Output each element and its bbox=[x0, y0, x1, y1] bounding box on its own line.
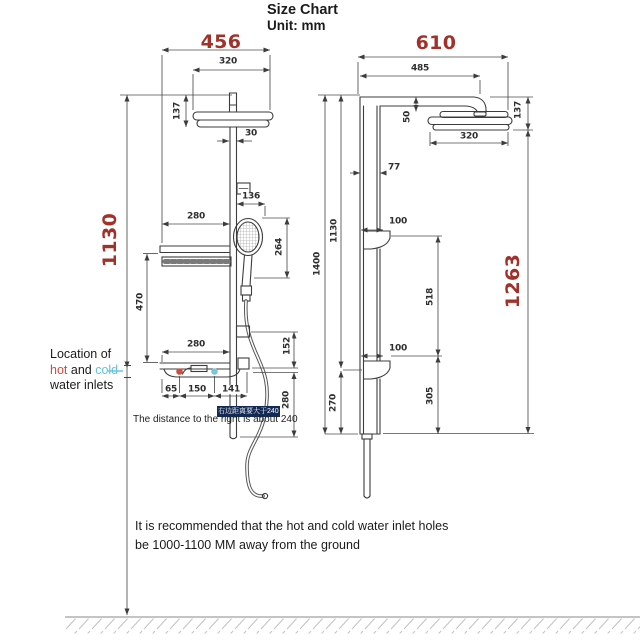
dim-side-shelf-spacing: 518 bbox=[425, 288, 436, 306]
dim-side-head-width: 320 bbox=[460, 131, 478, 142]
dim-front-shelf-to-tray: 470 bbox=[135, 293, 146, 311]
dim-side-lower-section: 305 bbox=[425, 387, 436, 405]
side-view-drawing bbox=[360, 97, 512, 498]
front-hose-outlet bbox=[238, 358, 249, 369]
front-rain-head bbox=[193, 112, 273, 120]
hot-label: hot bbox=[50, 362, 68, 377]
dim-front-handheld-offset: 136 bbox=[242, 191, 260, 202]
dim-front-inlet-drop: 280 bbox=[281, 391, 292, 409]
dim-front-head-arm-height: 137 bbox=[172, 102, 183, 120]
footer-note-line2: be 1000-1100 MM away from the ground bbox=[135, 538, 360, 552]
dim-front-inlet-right-offset: 141 bbox=[222, 384, 240, 395]
dim-side-total-height: 1400 bbox=[312, 252, 323, 276]
footer-note-line1: It is recommended that the hot and cold water inlet holes bbox=[135, 519, 449, 533]
dim-front-head-width: 320 bbox=[219, 56, 237, 67]
dim-side-arm-drop: 50 bbox=[402, 111, 413, 123]
dim-front-tray-width: 280 bbox=[187, 339, 205, 350]
dim-side-overall-width: 610 bbox=[415, 32, 457, 55]
dim-side-shelf-depth-top: 100 bbox=[389, 216, 407, 227]
inlet-note-line2: hot and cold bbox=[50, 362, 119, 377]
dim-side-inlet-height: 1130 bbox=[329, 219, 340, 243]
dim-side-panel-depth: 77 bbox=[388, 162, 400, 173]
inlet-location-note bbox=[50, 347, 118, 394]
distance-note-en: The distance to the right is about 240 bbox=[133, 414, 298, 425]
dim-front-overall-width: 456 bbox=[200, 31, 242, 54]
front-arm bbox=[230, 93, 237, 112]
footer-note bbox=[135, 517, 448, 555]
dim-side-arm-length: 485 bbox=[411, 63, 429, 74]
dim-front-inlet-height: 1130 bbox=[99, 212, 122, 268]
side-shelf-bottom bbox=[364, 361, 391, 379]
dim-front-shelf-width: 280 bbox=[187, 211, 205, 222]
dim-front-inlet-left-offset: 65 bbox=[165, 384, 177, 395]
front-view-drawing bbox=[160, 93, 273, 499]
dim-front-diverter-to-inlet: 152 bbox=[282, 337, 293, 355]
side-shelf-top bbox=[364, 231, 391, 249]
unit-label: Unit: mm bbox=[267, 18, 326, 33]
dim-side-head-height: 137 bbox=[513, 101, 524, 119]
dim-front-column-width: 30 bbox=[245, 128, 257, 139]
page-title: Size Chart bbox=[267, 2, 338, 18]
cold-inlet-dot bbox=[211, 368, 218, 375]
inlet-note-line3: water inlets bbox=[50, 378, 114, 392]
title-block bbox=[267, 2, 338, 34]
side-arm bbox=[360, 97, 486, 112]
dim-front-handheld-height: 264 bbox=[274, 238, 285, 256]
dim-side-head-to-bottom: 1263 bbox=[502, 253, 525, 309]
hot-inlet-dot bbox=[176, 368, 183, 375]
inlet-note-line1: Location of bbox=[50, 347, 112, 361]
dim-side-shelf-depth-bottom: 100 bbox=[389, 343, 407, 354]
side-inlet-pipe bbox=[362, 434, 372, 439]
cold-label: cold bbox=[95, 362, 119, 377]
distance-note-cn: 右边距离要大于240 bbox=[218, 408, 279, 415]
dim-side-inlet-to-bottom: 270 bbox=[328, 394, 339, 412]
dim-front-inlet-spacing: 150 bbox=[188, 384, 206, 395]
ground-hatch bbox=[65, 617, 640, 634]
